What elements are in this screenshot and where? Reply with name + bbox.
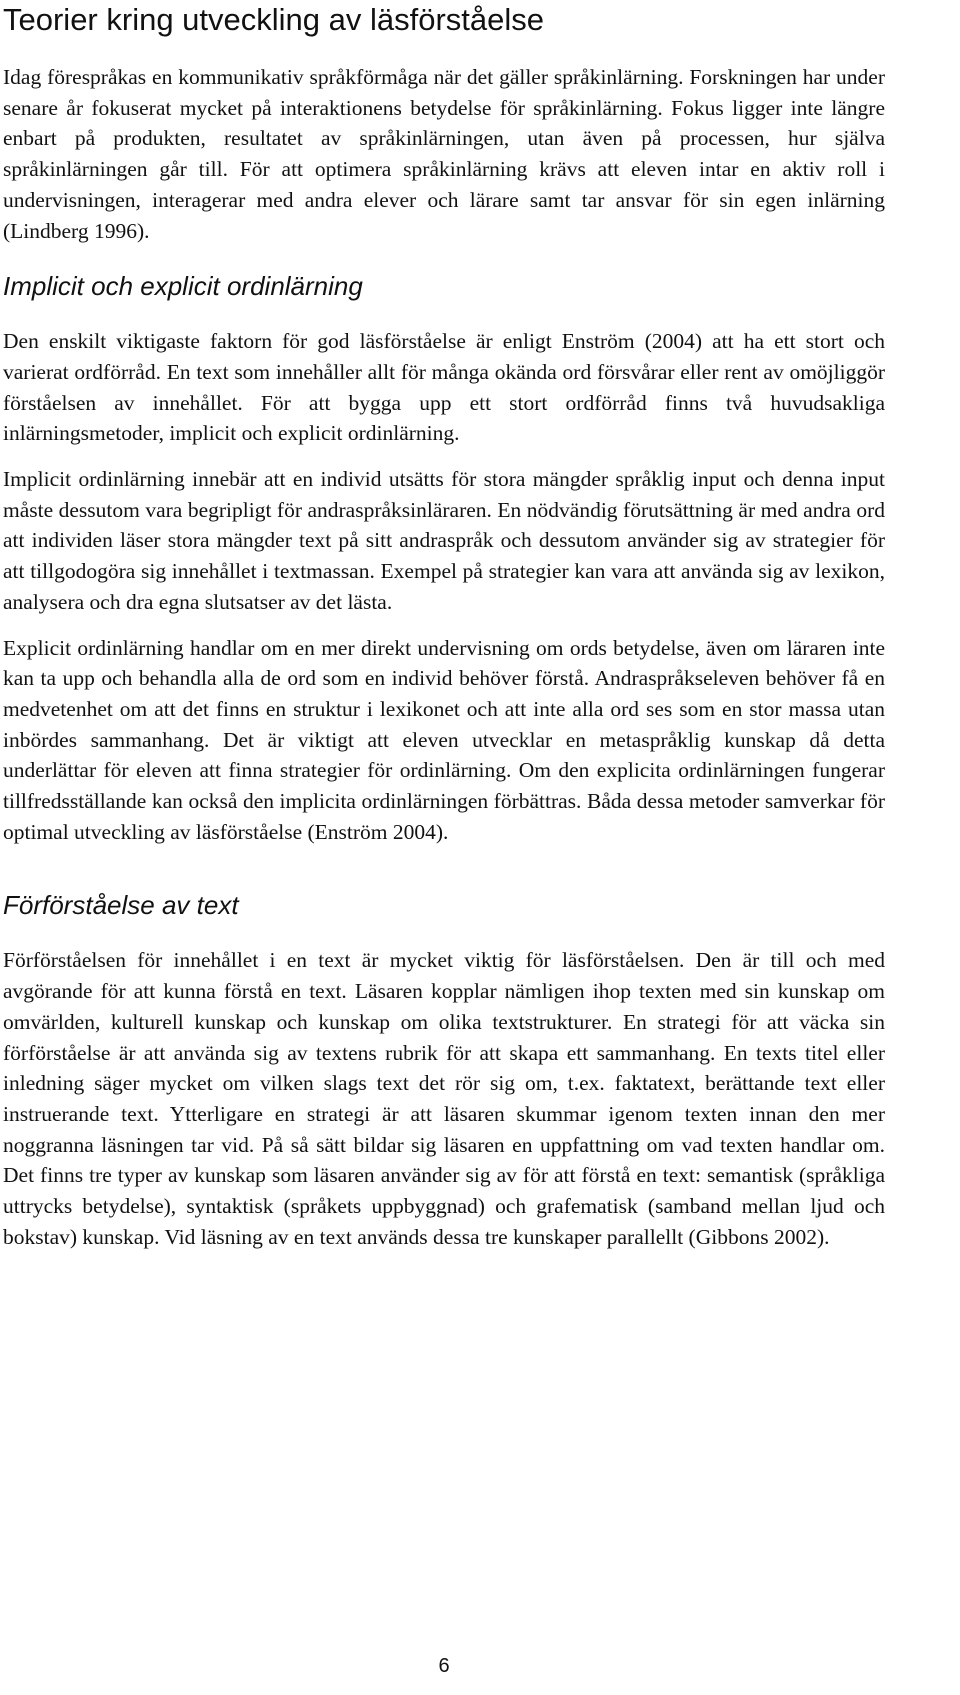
section-implicit-explicit	[3, 270, 885, 847]
page-number: 6	[438, 1655, 450, 1677]
section-heading: Implicit och explicit ordinlärning	[3, 271, 363, 302]
page-title: Teorier kring utveckling av läsförståelse	[3, 2, 545, 37]
paragraph: Implicit ordinlärning innebär att en individ utsätts för stora mängder språklig input och denna input måste dessutom vara begripligt för andraspråksinläraren. En nödvändig förutsättning är med andra ord att individen läser stora mängder text på sitt andraspråk och dessutom använder sig av strategier för att tillgodogöra sig innehållet i textmassan. Exempel på strategier kan vara att använda sig av lexikon, analysera och dra egna slutsatser av det lästa.	[3, 467, 885, 614]
page-content	[3, 0, 885, 1253]
section-forforstaelse	[3, 889, 885, 1252]
paragraph: Den enskilt viktigaste faktorn för god läsförståelse är enligt Enström (2004) att ha ett stort och varierat ordförråd. En text som innehåller allt för många okända ord försvårar eller rent av omöjliggör förståelsen av innehållet. För att bygga upp ett stort ordförråd finns två huvudsakliga inlärningsmetoder, implicit och explicit ordinlärning.	[3, 329, 885, 446]
intro-paragraph: Idag förespråkas en kommunikativ språkförmåga när det gäller språkinlärning. Forskningen har under senare år fokuserat mycket på interaktionens betydelse för språkinlärning. Fokus ligger inte längre enbart på produkten, resultatet av språkinlärningen, utan även på processen, hur själva språkinlärningen går till. För att optimera språkinlärning krävs att eleven intar en aktiv roll i undervisningen, interagerar med andra elever och lärare samt tar ansvar för sin egen inlärning (Lindberg 1996).	[3, 65, 885, 243]
section-heading: Förförståelse av text	[3, 890, 239, 921]
paragraph: Förförståelsen för innehållet i en text är mycket viktig för läsförståelsen. Den är till och med avgörande för att kunna förstå en text. Läsaren kopplar nämligen ihop texten med sin kunskap om omvärlden, kulturell kunskap och kunskap om olika textstrukturer. En strategi för att väcka sin förförståelse är att använda sig av textens rubrik för att skapa ett sammanhang. En texts titel eller inledning säger mycket om vilken slags text det rör sig om, t.ex. faktatext, berättande text eller instruerande text. Ytterligare en strategi är att läsaren skummar igenom texten innan den mer noggranna läsningen tar vid. På så sätt bildar sig läsaren en uppfattning om vad texten handlar om. Det finns tre typer av kunskap som läsaren använder sig av för att förstå en text: semantisk (språkliga uttrycks betydelse), syntaktisk (språkets uppbyggnad) och grafematisk (samband mellan ljud och bokstav) kunskap. Vid läsning av en text används dessa tre kunskaper parallellt (Gibbons 2002).	[3, 948, 885, 1249]
paragraph: Explicit ordinlärning handlar om en mer direkt undervisning om ords betydelse, även om läraren inte kan ta upp och behandla alla de ord som en individ behöver förstå. Andraspråkseleven behöver få en medvetenhet om att det finns en struktur i lexikonet och att inte alla ord ses som en stor massa utan inbördes sammanhang. Det är viktigt att eleven utvecklar en metaspråklig kunskap då detta underlättar för eleven att finna strategier för ordinlärning. Om den explicita ordinlärningen fungerar tillfredsställande kan också den implicita ordinlärningen förbättras. Båda dessa metoder samverkar för optimal utveckling av läsförståelse (Enström 2004).	[3, 635, 885, 844]
